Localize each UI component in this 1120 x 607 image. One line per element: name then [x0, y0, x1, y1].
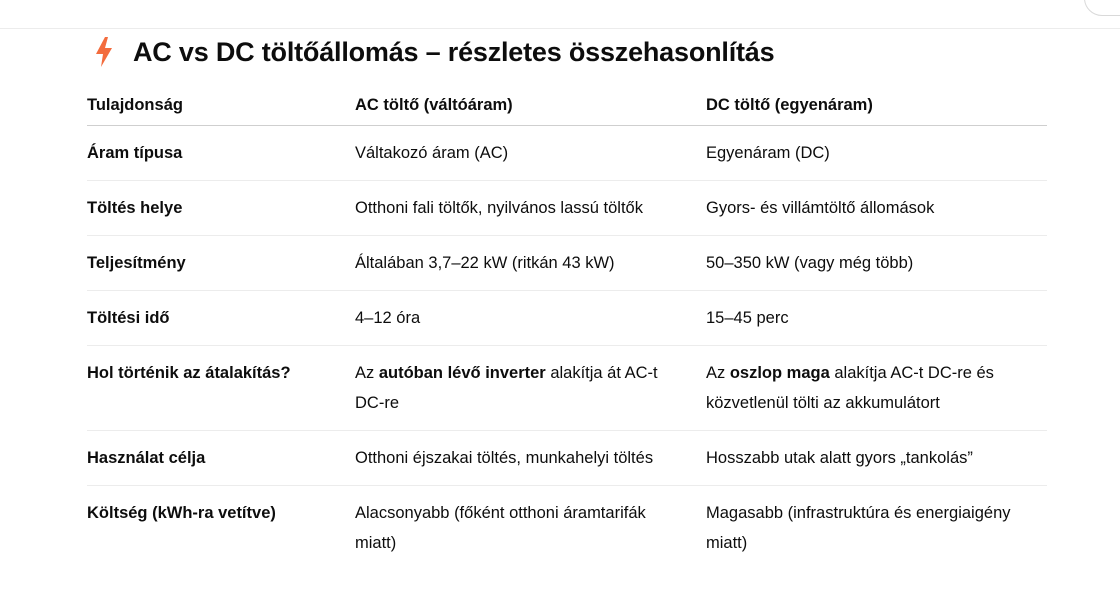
ac-emphasis: autóban lévő inverter — [378, 364, 546, 382]
row-property: Hol történik az átalakítás? — [87, 346, 355, 431]
row-property: Töltési idő — [87, 291, 355, 346]
row-ac-value: 4–12 óra — [355, 291, 706, 346]
row-property: Teljesítmény — [87, 236, 355, 291]
header-property: Tulajdonság — [87, 84, 355, 126]
row-ac-value: Otthoni éjszakai töltés, munkahelyi töltés — [355, 431, 706, 486]
table-header-row — [87, 84, 1047, 126]
row-property: Töltés helye — [87, 181, 355, 236]
row-property: Költség (kWh-ra vetítve) — [87, 504, 276, 522]
row-ac-value: Váltakozó áram (AC) — [355, 126, 706, 181]
header-ac: AC töltő (váltóáram) — [355, 84, 706, 126]
table-row — [87, 236, 1047, 291]
page-title: AC vs DC töltőállomás – részletes összehasonlítás — [133, 36, 775, 67]
row-dc-value: Hosszabb utak alatt gyors „tankolás” — [706, 431, 1047, 486]
table-row — [87, 431, 1047, 486]
table-row — [87, 181, 1047, 236]
table-row — [87, 291, 1047, 346]
table-row — [87, 126, 1047, 181]
row-dc-value: Az oszlop maga alakítja AC-t DC-re és közvetlenül tölti az akkumulátort — [706, 346, 1047, 431]
row-dc-value: Egyenáram (DC) — [706, 126, 1047, 181]
table-row — [87, 486, 1047, 571]
lightning-icon — [93, 36, 115, 68]
row-ac-value: Az autóban lévő inverter alakítja át AC-t DC-re — [355, 346, 706, 431]
row-ac-value: Általában 3,7–22 kW (ritkán 43 kW) — [355, 236, 706, 291]
section-heading — [93, 32, 774, 72]
comparison-table — [87, 84, 1047, 570]
row-property: Használat célja — [87, 431, 355, 486]
top-bar — [0, 0, 1120, 29]
row-ac-value: Otthoni fali töltők, nyilvános lassú töltők — [355, 181, 706, 236]
header-dc: DC töltő (egyenáram) — [706, 84, 1047, 126]
table-row — [87, 346, 1047, 431]
row-property: Áram típusa — [87, 126, 355, 181]
row-ac-value: Alacsonyabb (főként otthoni áramtarifák miatt) — [355, 504, 646, 552]
row-dc-value: Gyors- és villámtöltő állomások — [706, 181, 1047, 236]
row-dc-value: 15–45 perc — [706, 291, 1047, 346]
row-dc-value: Magasabb (infrastruktúra és energiaigény miatt) — [706, 504, 1011, 552]
row-dc-value: 50–350 kW (vagy még több) — [706, 236, 1047, 291]
dc-emphasis: oszlop maga — [729, 364, 830, 382]
